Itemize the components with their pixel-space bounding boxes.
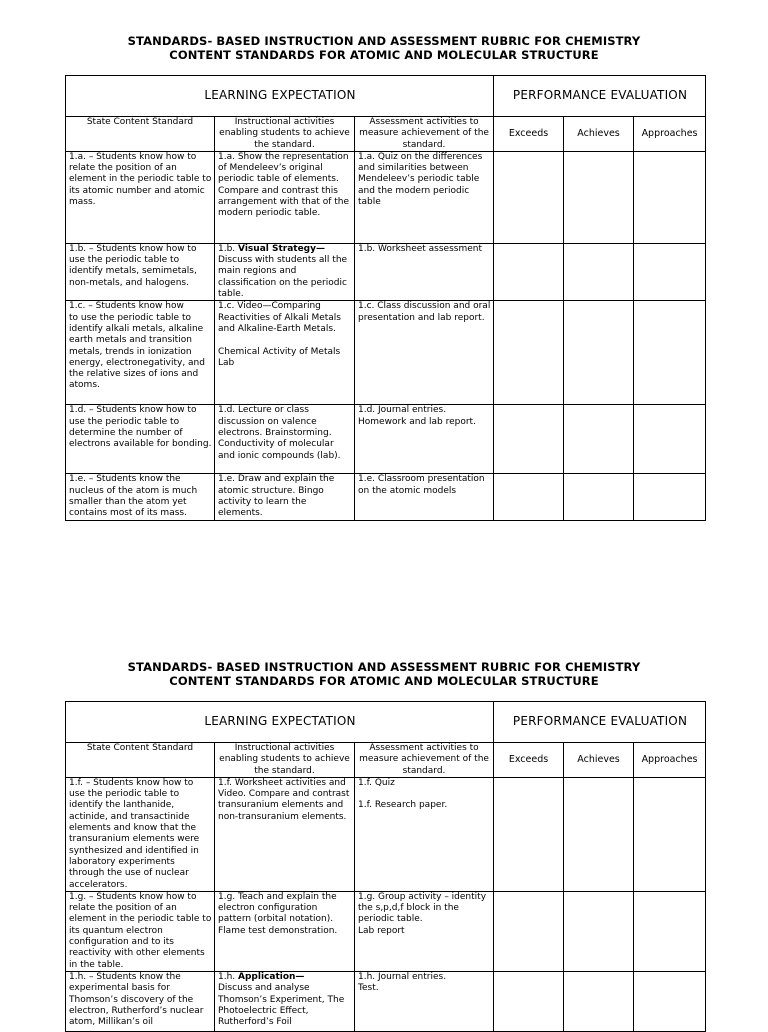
instructional-text-rest: Discuss and analyse Thomson’s Experiment, The Photoelectric Effect, Rutherford’s Foil <box>218 983 345 1028</box>
assessment-cell: 1.h. Journal entries. Test. <box>355 971 494 1031</box>
col-header-standard: State Content Standard <box>66 117 215 152</box>
approaches-cell <box>634 777 706 891</box>
col-header-instructional: Instructional activities enabling students to achieve the standard. <box>215 117 355 152</box>
achieves-cell <box>564 891 634 971</box>
instructional-text: 1.b. <box>218 243 239 254</box>
table-header-row <box>66 76 706 117</box>
document-title <box>0 660 768 688</box>
assessment-cell: 1.g. Group activity – identity the s,p,d,f block in the periodic table. Lab report <box>355 891 494 971</box>
achieves-cell <box>564 971 634 1031</box>
title-line-1: STANDARDS- BASED INSTRUCTION AND ASSESSMENT RUBRIC FOR CHEMISTRY <box>127 34 641 48</box>
assessment-cell: 1.a. Quiz on the differences and similarities between Mendeleev’s periodic table and the modern periodic table <box>355 151 494 243</box>
achieves-cell <box>564 405 634 474</box>
instructional-cell <box>215 405 355 474</box>
approaches-cell <box>634 243 706 300</box>
instructional-cell <box>215 777 355 891</box>
instructional-text-rest: Discuss with students all the main regions and classification on the periodic table. <box>218 255 348 300</box>
instructional-cell <box>215 243 355 300</box>
exceeds-cell <box>494 301 564 405</box>
table-row <box>66 243 706 300</box>
instructional-text: 1.e. Draw and explain the atomic structure. Bingo activity to learn the elements. <box>218 474 335 519</box>
instructional-cell <box>215 891 355 971</box>
assessment-cell: 1.e. Classroom presentation on the atomic models <box>355 474 494 520</box>
standard-cell: 1.h. – Students know the experimental basis for Thomson’s discovery of the electron, Rutherford’s nuclear atom, Millikan’s oil <box>66 971 215 1031</box>
achieves-cell <box>564 301 634 405</box>
rubric-section-1 <box>0 34 768 519</box>
instructional-text: 1.g. Teach and explain the electron configuration pattern (orbital notation). Flame test demonstration. <box>218 891 338 936</box>
performance-evaluation-header: PERFORMANCE EVALUATION <box>494 76 706 117</box>
approaches-cell <box>634 474 706 520</box>
achieves-cell <box>564 474 634 520</box>
col-header-exceeds: Exceeds <box>494 117 564 152</box>
assessment-cell: 1.c. Class discussion and oral presentation and lab report. <box>355 301 494 405</box>
approaches-cell <box>634 301 706 405</box>
performance-evaluation-header: PERFORMANCE EVALUATION <box>494 702 706 743</box>
title-line-1: STANDARDS- BASED INSTRUCTION AND ASSESSMENT RUBRIC FOR CHEMISTRY <box>127 660 641 674</box>
column-header-row <box>66 117 706 152</box>
assessment-cell: 1.d. Journal entries. Homework and lab report. <box>355 405 494 474</box>
learning-expectation-header: LEARNING EXPECTATION <box>66 702 494 743</box>
col-header-standard: State Content Standard <box>66 743 215 778</box>
col-header-approaches: Approaches <box>634 117 706 152</box>
assessment-cell: 1.b. Worksheet assessment <box>355 243 494 300</box>
standard-cell: 1.f. – Students know how to use the periodic table to identify the lanthanide, actinide, and transactinide elements and know that the transuranium elements were synthesized and identified in laboratory experiments through the use of nuclear accelerators. <box>66 777 215 891</box>
instructional-bold: Application— <box>238 971 305 982</box>
col-header-assessment: Assessment activities to measure achievement of the standard. <box>355 117 494 152</box>
approaches-cell <box>634 971 706 1031</box>
table-header-row <box>66 702 706 743</box>
table-row <box>66 151 706 243</box>
exceeds-cell <box>494 151 564 243</box>
document-title <box>0 34 768 62</box>
instructional-cell <box>215 301 355 405</box>
instructional-text: 1.c. Video—Comparing Reactivities of Alkali Metals and Alkaline-Earth Metals. Chemical Activity of Metals Lab <box>218 301 341 368</box>
exceeds-cell <box>494 971 564 1031</box>
standard-cell: 1.a. – Students know how to relate the position of an element in the periodic table to its atomic number and atomic mass. <box>66 151 215 243</box>
rubric-table <box>65 701 706 1032</box>
col-header-instructional: Instructional activities enabling students to achieve the standard. <box>215 743 355 778</box>
standard-cell: 1.c. – Students know how to use the periodic table to identify alkali metals, alkaline earth metals and transition metals, trends in ionization energy, electronegativity, and the relative sizes of ions and atoms. <box>66 301 215 405</box>
column-header-row <box>66 743 706 778</box>
col-header-approaches: Approaches <box>634 743 706 778</box>
instructional-bold: Visual Strategy— <box>238 243 325 254</box>
approaches-cell <box>634 891 706 971</box>
col-header-achieves: Achieves <box>564 117 634 152</box>
exceeds-cell <box>494 891 564 971</box>
standard-cell: 1.d. – Students know how to use the periodic table to determine the number of electrons available for bonding. <box>66 405 215 474</box>
exceeds-cell <box>494 405 564 474</box>
col-header-exceeds: Exceeds <box>494 743 564 778</box>
col-header-achieves: Achieves <box>564 743 634 778</box>
standard-cell: 1.g. – Students know how to relate the position of an element in the periodic table to its quantum electron configuration and to its reactivity with other elements in the table. <box>66 891 215 971</box>
instructional-text: 1.a. Show the representation of Mendeleev’s original periodic table of elements. Compare and contrast this arrangement with that of the modern periodic table. <box>218 151 350 219</box>
exceeds-cell <box>494 243 564 300</box>
achieves-cell <box>564 151 634 243</box>
instructional-text: 1.d. Lecture or class discussion on valence electrons. Brainstorming. Conductivity of molecular and ionic compounds (lab). <box>218 405 341 461</box>
achieves-cell <box>564 777 634 891</box>
exceeds-cell <box>494 777 564 891</box>
table-row <box>66 971 706 1031</box>
table-row <box>66 301 706 405</box>
approaches-cell <box>634 405 706 474</box>
instructional-text: 1.f. Worksheet activities and Video. Compare and contrast transuranium elements and non-transuranium elements. <box>218 777 350 822</box>
assessment-cell: 1.f. Quiz 1.f. Research paper. <box>355 777 494 891</box>
rubric-table <box>65 75 706 521</box>
instructional-cell <box>215 151 355 243</box>
col-header-assessment: Assessment activities to measure achievement of the standard. <box>355 743 494 778</box>
standard-cell: 1.b. – Students know how to use the periodic table to identify metals, semimetals, non-metals, and halogens. <box>66 243 215 300</box>
instructional-cell <box>215 474 355 520</box>
learning-expectation-header: LEARNING EXPECTATION <box>66 76 494 117</box>
exceeds-cell <box>494 474 564 520</box>
instructional-cell <box>215 971 355 1031</box>
achieves-cell <box>564 243 634 300</box>
approaches-cell <box>634 151 706 243</box>
table-row <box>66 891 706 971</box>
instructional-text: 1.h. <box>218 971 239 982</box>
rubric-section-2 <box>0 660 768 1028</box>
title-line-2: CONTENT STANDARDS FOR ATOMIC AND MOLECULAR STRUCTURE <box>169 48 599 62</box>
title-line-2: CONTENT STANDARDS FOR ATOMIC AND MOLECULAR STRUCTURE <box>169 674 599 688</box>
table-row <box>66 405 706 474</box>
table-row <box>66 777 706 891</box>
table-row <box>66 474 706 520</box>
standard-cell: 1.e. – Students know the nucleus of the atom is much smaller than the atom yet contains most of its mass. <box>66 474 215 520</box>
